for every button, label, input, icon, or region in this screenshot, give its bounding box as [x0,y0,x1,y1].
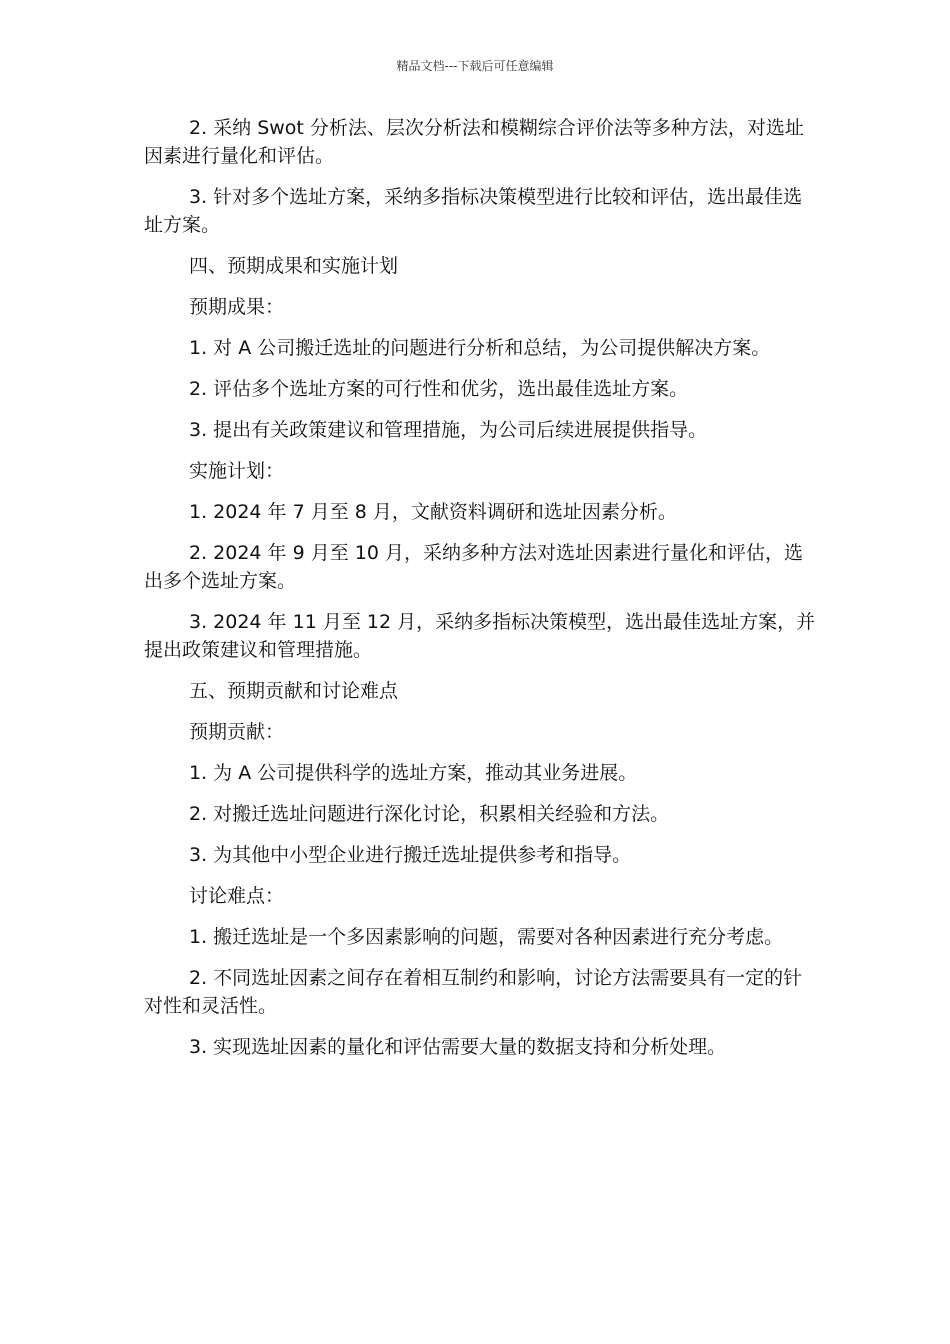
paragraph-plan-3: 3. 2024 年 11 月至 12 月，采纳多指标决策模型，选出最佳选址方案，并提出政策建议和管理措施。 [144,611,816,661]
paragraph-method-3: 3. 针对多个选址方案，采纳多指标决策模型进行比较和评估，选出最佳选址方案。 [144,186,803,236]
subheading-expected-contributions: 预期贡献： [189,721,285,743]
subheading-expected-results: 预期成果： [189,296,285,318]
paragraph-plan-1: 1. 2024 年 7 月至 8 月，文献资料调研和选址因素分析。 [189,501,677,523]
document-body [144,114,819,1074]
section-heading-4: 四、预期成果和实施计划 [189,255,399,277]
paragraph-contribution-1: 1. 为 A 公司提供科学的选址方案，推动其业务进展。 [189,762,638,784]
paragraph-method-2: 2. 采纳 Swot 分析法、层次分析法和模糊综合评价法等多种方法，对选址因素进行量化和评估。 [144,117,804,167]
paragraph-plan-2: 2. 2024 年 9 月至 10 月，采纳多种方法对选址因素进行量化和评估，选出多个选址方案。 [144,542,803,592]
paragraph-result-2: 2. 评估多个选址方案的可行性和优劣，选出最佳选址方案。 [189,378,689,400]
paragraph-contribution-2: 2. 对搬迁选址问题进行深化讨论，积累相关经验和方法。 [189,803,670,825]
paragraph-result-1: 1. 对 A 公司搬迁选址的问题进行分析和总结，为公司提供解决方案。 [189,337,771,359]
page-header: 精品文档---下载后可任意编辑 [396,59,554,73]
section-heading-5: 五、预期贡献和讨论难点 [189,680,399,702]
subheading-implementation-plan: 实施计划： [189,460,285,482]
paragraph-difficulty-1: 1. 搬迁选址是一个多因素影响的问题，需要对各种因素进行充分考虑。 [189,926,784,948]
paragraph-difficulty-3: 3. 实现选址因素的量化和评估需要大量的数据支持和分析处理。 [189,1036,727,1058]
paragraph-contribution-3: 3. 为其他中小型企业进行搬迁选址提供参考和指导。 [189,844,632,866]
paragraph-result-3: 3. 提出有关政策建议和管理措施，为公司后续进展提供指导。 [189,419,708,441]
paragraph-difficulty-2: 2. 不同选址因素之间存在着相互制约和影响，讨论方法需要具有一定的针对性和灵活性。 [144,967,803,1017]
subheading-difficulties: 讨论难点： [189,885,285,907]
